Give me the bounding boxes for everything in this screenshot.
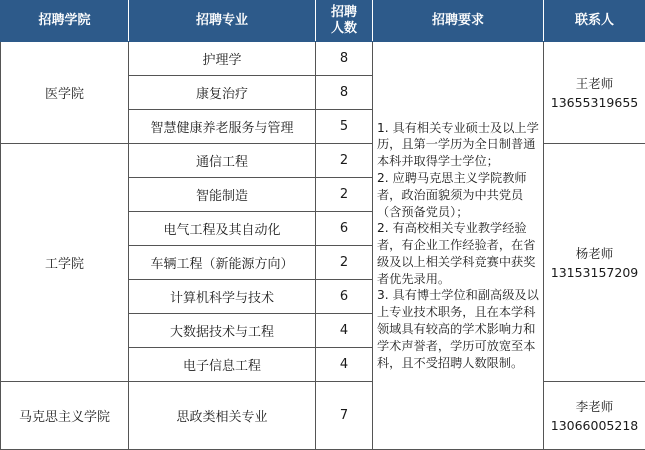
contact-name: 李老师 [575, 398, 614, 414]
contact-cell [544, 42, 645, 144]
major-cell: 护理学 [129, 42, 316, 76]
count-cell: 4 [316, 314, 373, 348]
contact-name: 杨老师 [575, 245, 614, 261]
count-cell: 2 [316, 178, 373, 212]
college-cell: 马克思主义学院 [1, 382, 129, 450]
header-college: 招聘学院 [1, 1, 129, 42]
contact-phone: 13655319655 [550, 94, 639, 110]
table-row [1, 382, 645, 450]
major-cell: 思政类相关专业 [129, 382, 316, 450]
major-cell: 康复治疗 [129, 76, 316, 110]
table-row [1, 144, 645, 178]
count-cell: 6 [316, 212, 373, 246]
header-count-line1: 招聘 [330, 5, 357, 20]
contact-phone: 13153157209 [550, 264, 639, 280]
header-count [316, 1, 373, 42]
major-cell: 智慧健康养老服务与管理 [129, 110, 316, 144]
college-cell: 工学院 [1, 144, 129, 382]
header-count-line2: 人数 [330, 21, 357, 36]
college-cell: 医学院 [1, 42, 129, 144]
major-cell: 车辆工程（新能源方向） [129, 246, 316, 280]
header-row [1, 1, 645, 42]
requirement-item: 2. 应聘马克思主义学院教师者，政治面貌须为中共党员（含预备党员）； [377, 170, 527, 219]
count-cell: 7 [316, 382, 373, 450]
count-cell: 8 [316, 42, 373, 76]
count-cell: 2 [316, 246, 373, 280]
requirements-cell [373, 42, 544, 450]
major-cell: 智能制造 [129, 178, 316, 212]
count-cell: 2 [316, 144, 373, 178]
count-cell: 4 [316, 348, 373, 382]
major-cell: 通信工程 [129, 144, 316, 178]
contact-phone: 13066005218 [550, 417, 639, 433]
requirement-item: 3. 具有博士学位和副高级及以上专业技术职务，且在本学科领域具有较高的学术影响力和学术声誉者，学历可放宽至本科，且不受招聘人数限制。 [377, 288, 539, 370]
major-cell: 计算机科学与技术 [129, 280, 316, 314]
count-cell: 6 [316, 280, 373, 314]
contact-name: 王老师 [575, 75, 614, 91]
major-cell: 大数据技术与工程 [129, 314, 316, 348]
header-requirements: 招聘要求 [373, 1, 544, 42]
contact-cell [544, 144, 645, 382]
count-cell: 8 [316, 76, 373, 110]
table-row [1, 42, 645, 76]
requirement-item: 2. 有高校相关专业教学经验者，有企业工作经验者，在省级及以上相关学科竞赛中获奖者优先录用。 [377, 221, 536, 286]
count-cell: 5 [316, 110, 373, 144]
header-major: 招聘专业 [129, 1, 316, 42]
major-cell: 电子信息工程 [129, 348, 316, 382]
requirement-item: 1. 具有相关专业硕士及以上学历，且第一学历为全日制普通本科并取得学士学位； [377, 120, 539, 169]
major-cell: 电气工程及其自动化 [129, 212, 316, 246]
contact-cell [544, 382, 645, 450]
header-contact: 联系人 [544, 1, 645, 42]
